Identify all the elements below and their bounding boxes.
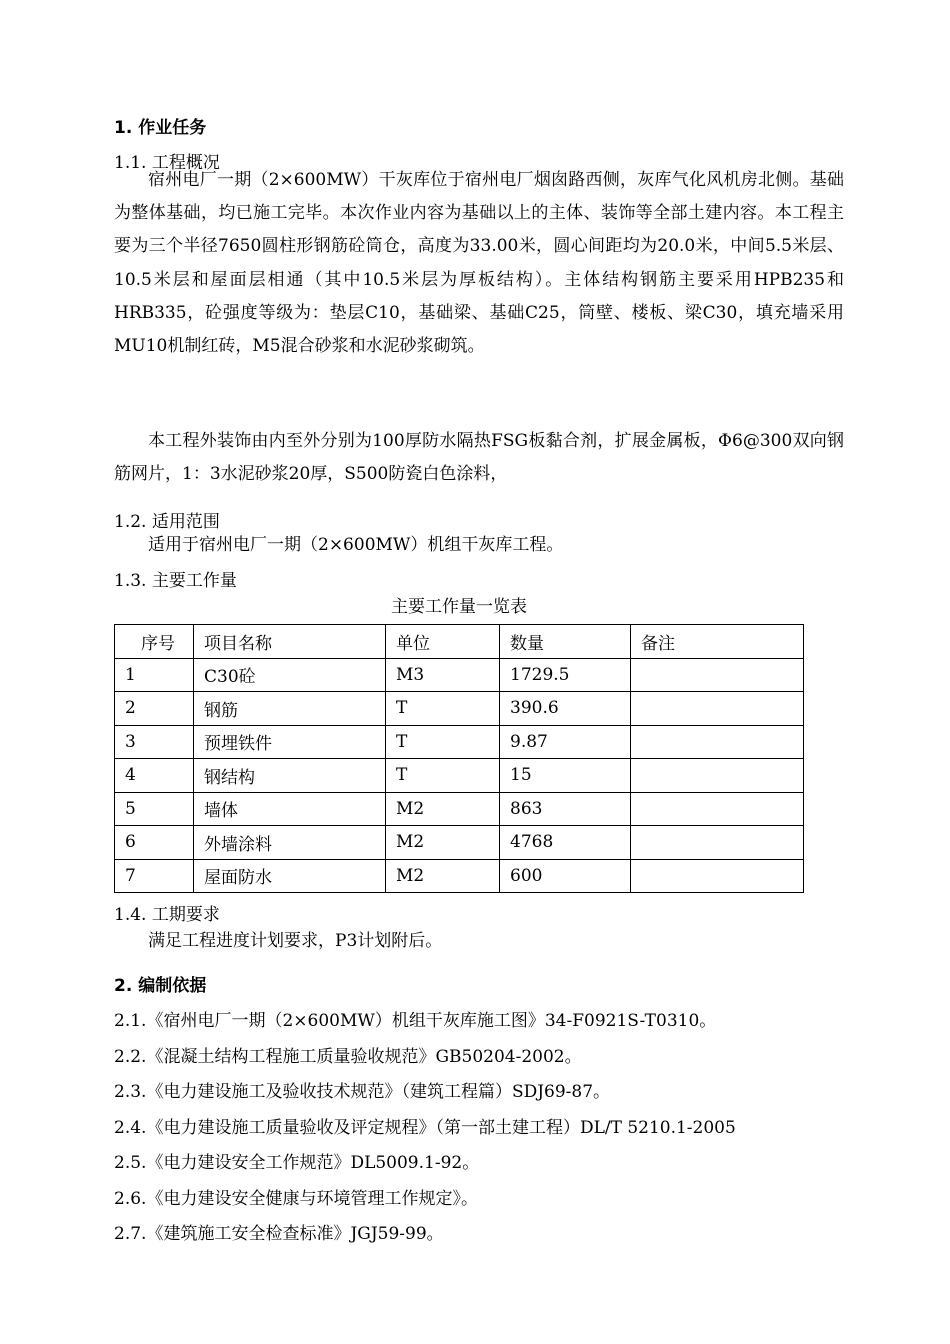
table-cell: 15 [500, 759, 631, 793]
table-row [115, 759, 804, 793]
table-cell: 4 [115, 759, 194, 793]
table-cell: 2 [115, 692, 194, 726]
table-cell [631, 692, 804, 726]
table-cell [631, 792, 804, 826]
table-cell [631, 759, 804, 793]
table-cell: 3 [115, 725, 194, 759]
table-cell: 屋面防水 [194, 859, 386, 893]
reference-item: 2.7.《建筑施工安全检查标准》JGJ59-99。 [114, 1224, 444, 1244]
table-row [115, 826, 804, 860]
project-overview-paragraph: 宿州电厂一期（2×600MW）干灰库位于宿州电厂烟囱路西侧，灰库气化风机房北侧。基础为整体基础，均已施工完毕。本次作业内容为基础以上的主体、装饰等全部土建内容。本工程主要为三个半径7650圆柱形钢筋砼筒仓，高度为33.00米，圆心间距均为20.0米，中间5.5米层、10.5米层和屋面层相通（其中10.5米层为厚板结构）。主体结构钢筋主要采用HPB235和HRB335，砼强度等级为：垫层C10，基础梁、基础C25，筒壁、楼板、梁C30，填充墙采用MU10机制红砖，M5混合砂浆和水泥砂浆砌筑。 [114, 170, 844, 357]
table-cell: T [386, 759, 500, 793]
table-cell: 预埋铁件 [194, 725, 386, 759]
table-cell: 7 [115, 859, 194, 893]
workload-table [114, 624, 804, 893]
section-1-1-heading: 1.1. 工程概况 [114, 153, 220, 173]
reference-item: 2.1.《宿州电厂一期（2×600MW）机组干灰库施工图》34-F0921S-T0310。 [114, 1011, 717, 1031]
exterior-finish-paragraph: 本工程外装饰由内至外分别为100厚防水隔热FSG板黏合剂，扩展金属板，Φ6@300双向钢筋网片，1：3水泥砂浆20厚，S500防瓷白色涂料， [114, 431, 844, 485]
reference-item: 2.2.《混凝土结构工程施工质量验收规范》GB50204-2002。 [114, 1047, 582, 1067]
table-cell: 4768 [500, 826, 631, 860]
table-cell: 1 [115, 658, 194, 692]
table-cell: 1729.5 [500, 658, 631, 692]
table-cell [631, 658, 804, 692]
table-cell: 钢筋 [194, 692, 386, 726]
table-row [115, 692, 804, 726]
section-1-2-heading: 1.2. 适用范围 [114, 512, 220, 532]
table-row [115, 859, 804, 893]
table-cell: M2 [386, 826, 500, 860]
table-cell: 390.6 [500, 692, 631, 726]
reference-item: 2.4.《电力建设施工质量验收及评定规程》（第一部土建工程）DL/T 5210.1-2005 [114, 1118, 736, 1138]
table-cell: M2 [386, 792, 500, 826]
column-header: 备注 [631, 625, 804, 659]
section-1-title: 1. 作业任务 [114, 118, 207, 138]
table-row [115, 725, 804, 759]
table-cell: M3 [386, 658, 500, 692]
column-header: 序号 [115, 625, 194, 659]
table-row [115, 658, 804, 692]
table-cell: T [386, 725, 500, 759]
table-cell [631, 725, 804, 759]
reference-item: 2.3.《电力建设施工及验收技术规范》（建筑工程篇）SDJ69-87。 [114, 1082, 611, 1102]
table-cell: 外墙涂料 [194, 826, 386, 860]
section-1-3-heading: 1.3. 主要工作量 [114, 571, 237, 591]
section-1-4-heading: 1.4. 工期要求 [114, 905, 220, 925]
table-cell: 墙体 [194, 792, 386, 826]
table-title: 主要工作量一览表 [391, 597, 527, 617]
table-cell: 5 [115, 792, 194, 826]
table-row [115, 792, 804, 826]
column-header: 数量 [500, 625, 631, 659]
reference-item: 2.5.《电力建设安全工作规范》DL5009.1-92。 [114, 1153, 480, 1173]
table-cell: 钢结构 [194, 759, 386, 793]
table-cell: T [386, 692, 500, 726]
table-header-row [115, 625, 804, 659]
column-header: 项目名称 [194, 625, 386, 659]
reference-item: 2.6.《电力建设安全健康与环境管理工作规定》。 [114, 1189, 478, 1209]
table-cell: C30砼 [194, 658, 386, 692]
table-cell: 9.87 [500, 725, 631, 759]
table-cell: 6 [115, 826, 194, 860]
section-2-title: 2. 编制依据 [114, 976, 207, 996]
schedule-text: 满足工程进度计划要求，P3计划附后。 [148, 931, 443, 951]
table-cell [631, 826, 804, 860]
table-cell [631, 859, 804, 893]
scope-text: 适用于宿州电厂一期（2×600MW）机组干灰库工程。 [148, 535, 564, 555]
column-header: 单位 [386, 625, 500, 659]
table-cell: 600 [500, 859, 631, 893]
table-cell: 863 [500, 792, 631, 826]
table-cell: M2 [386, 859, 500, 893]
